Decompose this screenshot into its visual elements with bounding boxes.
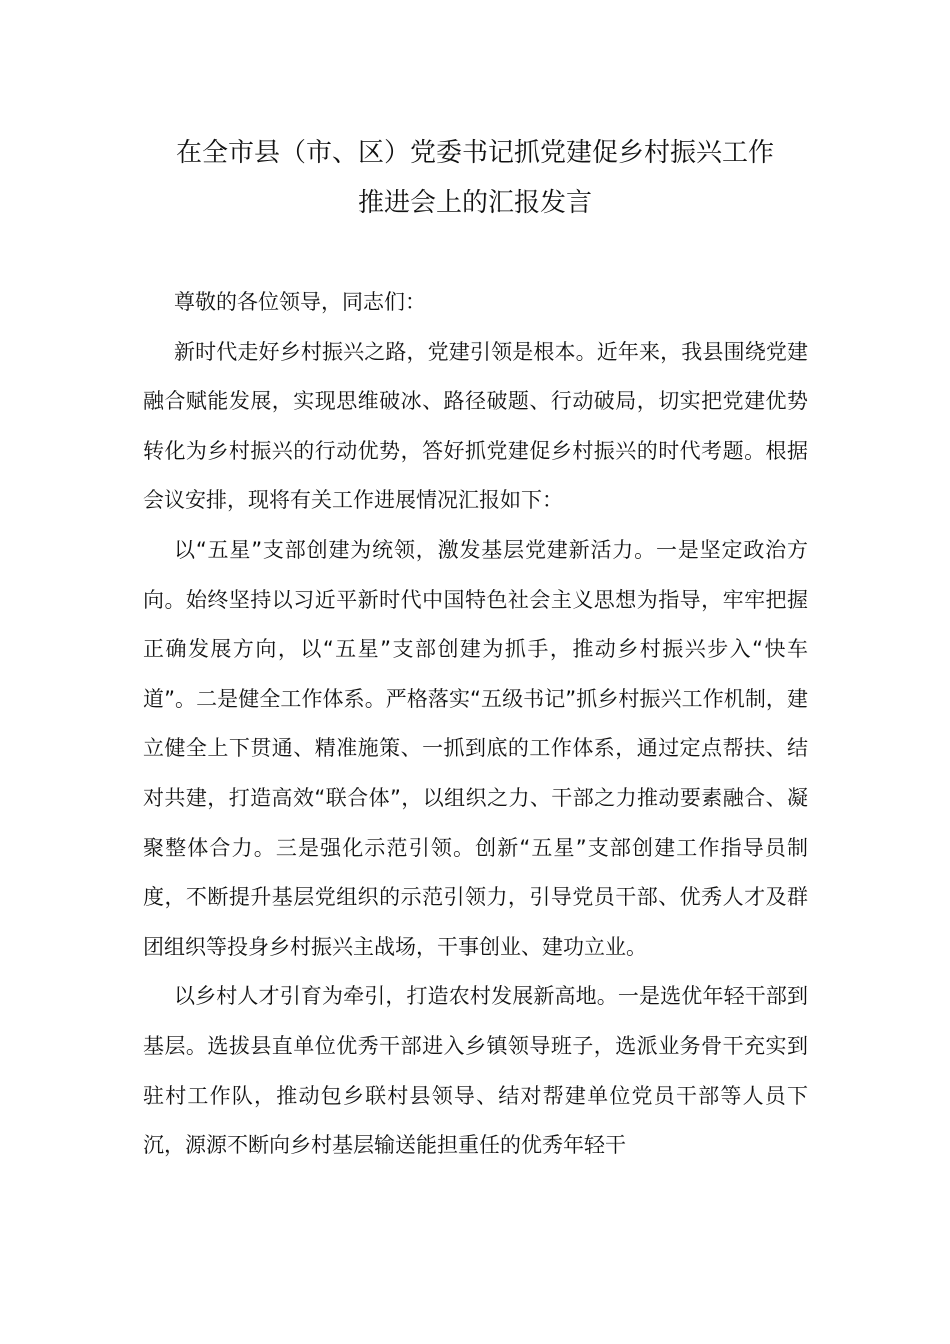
salutation: 尊敬的各位领导，同志们：: [174, 290, 426, 314]
document-body: [143, 278, 808, 1171]
title-line-2: 推进会上的汇报发言: [357, 188, 592, 218]
body-paragraph-talent: 以乡村人才引育为牵引，打造农村发展新高地。一是选优年轻干部到基层。选拔县直单位优秀干部进入乡镇领导班子，选派业务骨干充实到驻村工作队，推动包乡联村县领导、结对帮建单位党员干部等人员下沉，源源不断向乡村基层输送能担重任的优秀年轻干: [143, 984, 808, 1158]
body-paragraph-intro: 新时代走好乡村振兴之路，党建引领是根本。近年来，我县围绕党建融合赋能发展，实现思维破冰、路径破题、行动破局，切实把党建优势转化为乡村振兴的行动优势，答好抓党建促乡村振兴的时代考题。根据会议安排，现将有关工作进展情况汇报如下：: [143, 339, 808, 513]
document-title: [140, 128, 810, 228]
body-paragraph-five-star: 以“五星”支部创建为统领，激发基层党建新活力。一是坚定政治方向。始终坚持以习近平新时代中国特色社会主义思想为指导，牢牢把握正确发展方向，以“五星”支部创建为抓手，推动乡村振兴步入“快车道”。二是健全工作体系。严格落实“五级书记”抓乡村振兴工作机制，建立健全上下贯通、精准施策、一抓到底的工作体系，通过定点帮扶、结对共建，打造高效“联合体”，以组织之力、干部之力推动要素融合、凝聚整体合力。三是强化示范引领。创新“五星”支部创建工作指导员制度，不断提升基层党组织的示范引领力，引导党员干部、优秀人才及群团组织等投身乡村振兴主战场，干事创业、建功立业。: [143, 537, 808, 959]
title-line-1: 在全市县（市、区）党委书记抓党建促乡村振兴工作: [175, 138, 774, 168]
